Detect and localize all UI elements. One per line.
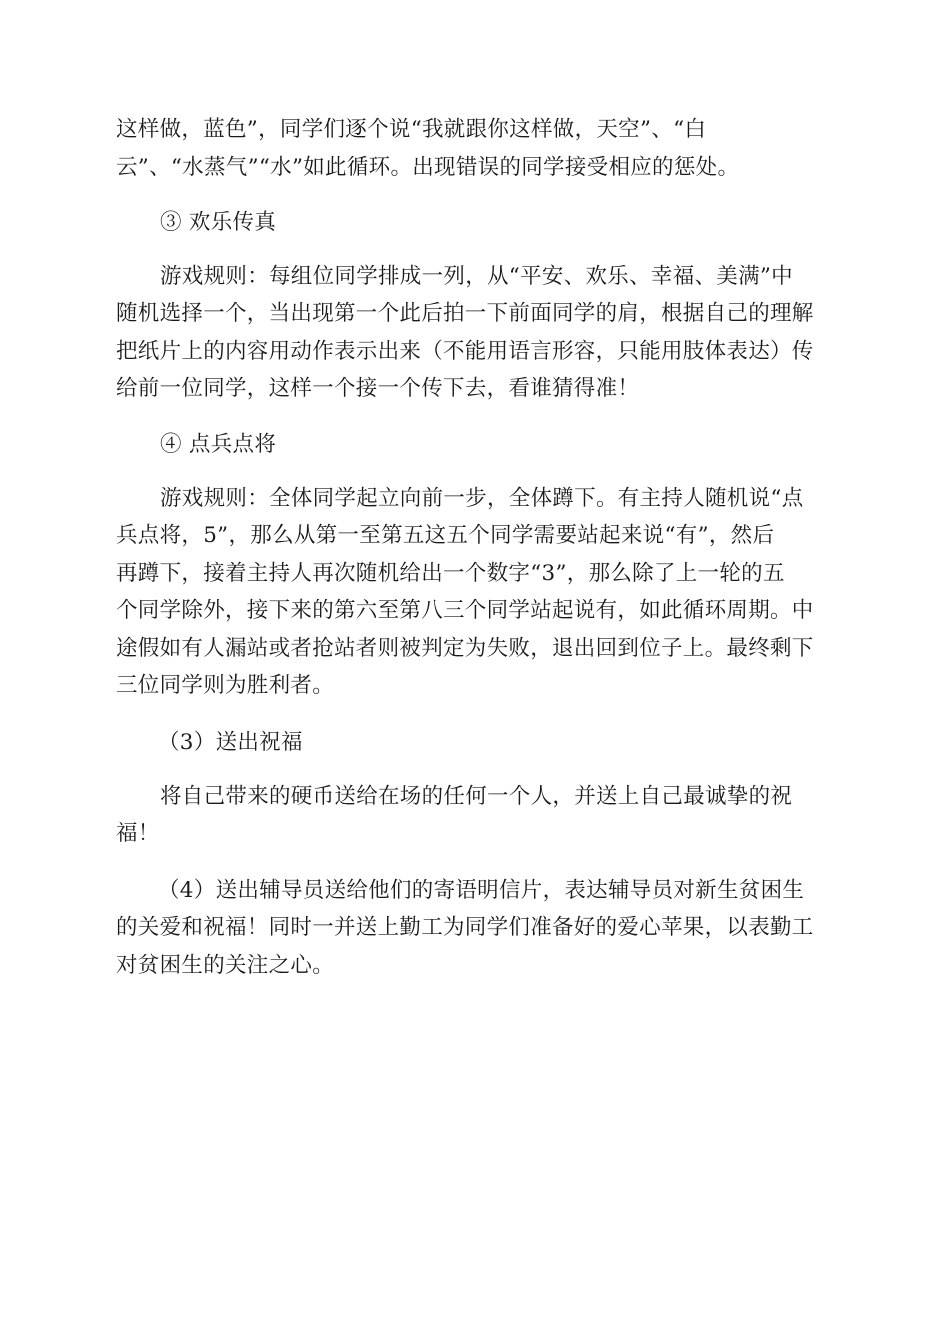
- text-line-2: 云”、“水蒸气”“水”如此循环。出现错误的同学接受相应的惩处。: [116, 155, 740, 180]
- text-line-6: 把纸片上的内容用动作表示出来（不能用语言形容，只能用肢体表达）传: [116, 339, 814, 364]
- text-line-17: 福！: [116, 821, 160, 846]
- text-line-5: 随机选择一个，当出现第一个此后拍一下前面同学的肩，根据自己的理解: [116, 301, 814, 326]
- text-line-11: 再蹲下，接着主持人再次随机给出一个数字“3”，那么除了上一轮的五: [116, 561, 785, 586]
- text-line-10: 兵点将，5”，那么从第一至第五这五个同学需要站起来说“有”，然后: [116, 523, 775, 548]
- text-line-20: 对贫困生的关注之心。: [116, 953, 335, 978]
- text-line-1: 这样做，蓝色”，同学们逐个说“我就跟你这样做，天空”、“白: [116, 117, 707, 142]
- text-line-7: 给前一位同学，这样一个接一个传下去，看谁猜得准！: [116, 376, 640, 401]
- text-line-9: 游戏规则：全体同学起立向前一步，全体蹲下。有主持人随机说“点: [160, 486, 804, 511]
- section-heading-3: ③ 欢乐传真: [160, 210, 277, 235]
- text-line-13: 途假如有人漏站或者抢站者则被判定为失败，退出回到位子上。最终剩下: [116, 636, 814, 661]
- section-heading-4: ④ 点兵点将: [160, 432, 277, 457]
- text-line-14: 三位同学则为胜利者。: [116, 673, 335, 698]
- text-line-4: 游戏规则：每组位同学排成一列，从“平安、欢乐、幸福、美满”中: [160, 264, 793, 289]
- text-line-16: 将自己带来的硬币送给在场的任何一个人，并送上自己最诚挚的祝: [160, 784, 793, 809]
- text-line-18: （4）送出辅导员送给他们的寄语明信片，表达辅导员对新生贫困生: [158, 878, 805, 903]
- text-line-19: 的关爱和祝福！同时一并送上勤工为同学们准备好的爱心苹果，以表勤工: [116, 915, 814, 940]
- section-heading-send-blessing: （3）送出祝福: [158, 730, 303, 755]
- text-line-12: 个同学除外，接下来的第六至第八三个同学站起说有，如此循环周期。中: [116, 598, 814, 623]
